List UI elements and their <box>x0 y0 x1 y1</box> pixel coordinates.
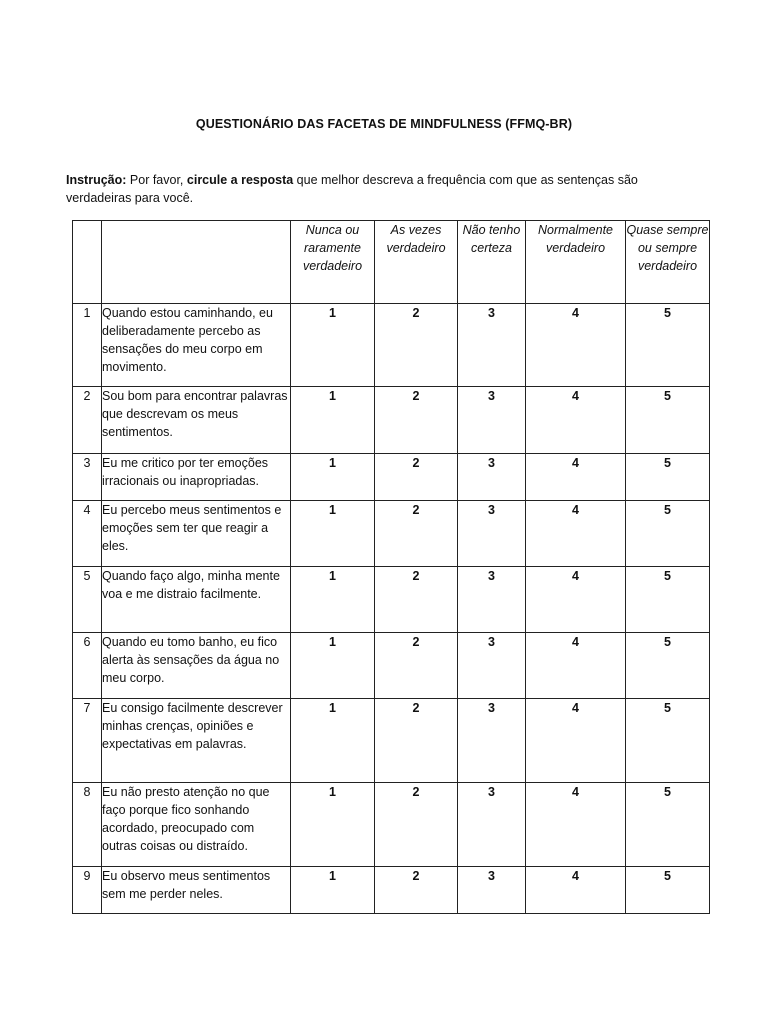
item-statement: Eu não presto atenção no que faço porque fico sonhando acordado, preocupado com outras coisas ou distraído. <box>102 783 291 867</box>
instruction-paragraph <box>66 171 686 207</box>
instruction-text-1: Por favor, <box>126 173 187 187</box>
answer-option-2[interactable]: 2 <box>375 633 458 699</box>
item-number: 8 <box>73 783 102 867</box>
item-statement: Eu me critico por ter emoções irracionais ou inapropriadas. <box>102 454 291 501</box>
answer-option-5[interactable]: 5 <box>626 501 710 567</box>
answer-option-3[interactable]: 3 <box>458 501 526 567</box>
answer-option-1[interactable]: 1 <box>291 867 375 914</box>
answer-option-4[interactable]: 4 <box>526 867 626 914</box>
item-number: 4 <box>73 501 102 567</box>
answer-option-2[interactable]: 2 <box>375 454 458 501</box>
answer-option-1[interactable]: 1 <box>291 501 375 567</box>
table-row <box>73 304 710 387</box>
answer-option-1[interactable]: 1 <box>291 783 375 867</box>
answer-option-1[interactable]: 1 <box>291 567 375 633</box>
answer-option-3[interactable]: 3 <box>458 633 526 699</box>
answer-option-4[interactable]: 4 <box>526 501 626 567</box>
answer-option-4[interactable]: 4 <box>526 633 626 699</box>
table-row <box>73 783 710 867</box>
item-statement: Sou bom para encontrar palavras que descrevam os meus sentimentos. <box>102 387 291 454</box>
header-number-cell <box>73 221 102 304</box>
table-row <box>73 633 710 699</box>
item-number: 1 <box>73 304 102 387</box>
answer-option-2[interactable]: 2 <box>375 304 458 387</box>
table-row <box>73 567 710 633</box>
item-number: 5 <box>73 567 102 633</box>
answer-option-1[interactable]: 1 <box>291 304 375 387</box>
item-statement: Quando faço algo, minha mente voa e me distraio facilmente. <box>102 567 291 633</box>
answer-option-2[interactable]: 2 <box>375 387 458 454</box>
instruction-label: Instrução: <box>66 173 127 187</box>
answer-option-5[interactable]: 5 <box>626 454 710 501</box>
answer-option-5[interactable]: 5 <box>626 387 710 454</box>
table-row <box>73 387 710 454</box>
item-statement: Eu observo meus sentimentos sem me perder neles. <box>102 867 291 914</box>
answer-option-5[interactable]: 5 <box>626 867 710 914</box>
header-row <box>73 221 710 304</box>
answer-option-4[interactable]: 4 <box>526 783 626 867</box>
answer-option-4[interactable]: 4 <box>526 454 626 501</box>
table-row <box>73 699 710 783</box>
answer-option-1[interactable]: 1 <box>291 633 375 699</box>
page-title: QUESTIONÁRIO DAS FACETAS DE MINDFULNESS (FFMQ-BR) <box>195 117 573 131</box>
answer-option-2[interactable]: 2 <box>375 501 458 567</box>
item-statement: Quando eu tomo banho, eu fico alerta às sensações da água no meu corpo. <box>102 633 291 699</box>
answer-option-1[interactable]: 1 <box>291 454 375 501</box>
answer-option-4[interactable]: 4 <box>526 699 626 783</box>
header-option-5: Quase sempre ou sempre verdadeiro <box>626 221 710 304</box>
answer-option-1[interactable]: 1 <box>291 699 375 783</box>
answer-option-3[interactable]: 3 <box>458 783 526 867</box>
header-option-2: As vezes verdadeiro <box>375 221 458 304</box>
item-number: 6 <box>73 633 102 699</box>
header-statement-cell <box>102 221 291 304</box>
answer-option-3[interactable]: 3 <box>458 454 526 501</box>
header-option-3: Não tenho certeza <box>458 221 526 304</box>
table-row <box>73 501 710 567</box>
answer-option-4[interactable]: 4 <box>526 567 626 633</box>
answer-option-3[interactable]: 3 <box>458 699 526 783</box>
questionnaire-table <box>72 220 710 914</box>
item-number: 7 <box>73 699 102 783</box>
answer-option-2[interactable]: 2 <box>375 567 458 633</box>
table-row <box>73 867 710 914</box>
answer-option-4[interactable]: 4 <box>526 387 626 454</box>
header-option-1: Nunca ou raramente verdadeiro <box>291 221 375 304</box>
answer-option-3[interactable]: 3 <box>458 567 526 633</box>
item-number: 3 <box>73 454 102 501</box>
answer-option-2[interactable]: 2 <box>375 699 458 783</box>
answer-option-3[interactable]: 3 <box>458 387 526 454</box>
item-statement: Eu percebo meus sentimentos e emoções sem ter que reagir a eles. <box>102 501 291 567</box>
answer-option-5[interactable]: 5 <box>626 304 710 387</box>
answer-option-4[interactable]: 4 <box>526 304 626 387</box>
item-statement: Quando estou caminhando, eu deliberadamente percebo as sensações do meu corpo em movimento. <box>102 304 291 387</box>
item-number: 2 <box>73 387 102 454</box>
answer-option-5[interactable]: 5 <box>626 783 710 867</box>
answer-option-2[interactable]: 2 <box>375 867 458 914</box>
table-row <box>73 454 710 501</box>
answer-option-1[interactable]: 1 <box>291 387 375 454</box>
item-statement: Eu consigo facilmente descrever minhas crenças, opiniões e expectativas em palavras. <box>102 699 291 783</box>
answer-option-3[interactable]: 3 <box>458 304 526 387</box>
instruction-text-2: que melhor descreva a frequência com que as sentenças são verdadeiras para você. <box>66 173 638 205</box>
answer-option-5[interactable]: 5 <box>626 567 710 633</box>
answer-option-5[interactable]: 5 <box>626 699 710 783</box>
item-number: 9 <box>73 867 102 914</box>
answer-option-3[interactable]: 3 <box>458 867 526 914</box>
answer-option-5[interactable]: 5 <box>626 633 710 699</box>
header-option-4: Normalmente verdadeiro <box>526 221 626 304</box>
instruction-emphasis: circule a resposta <box>186 173 294 187</box>
answer-option-2[interactable]: 2 <box>375 783 458 867</box>
